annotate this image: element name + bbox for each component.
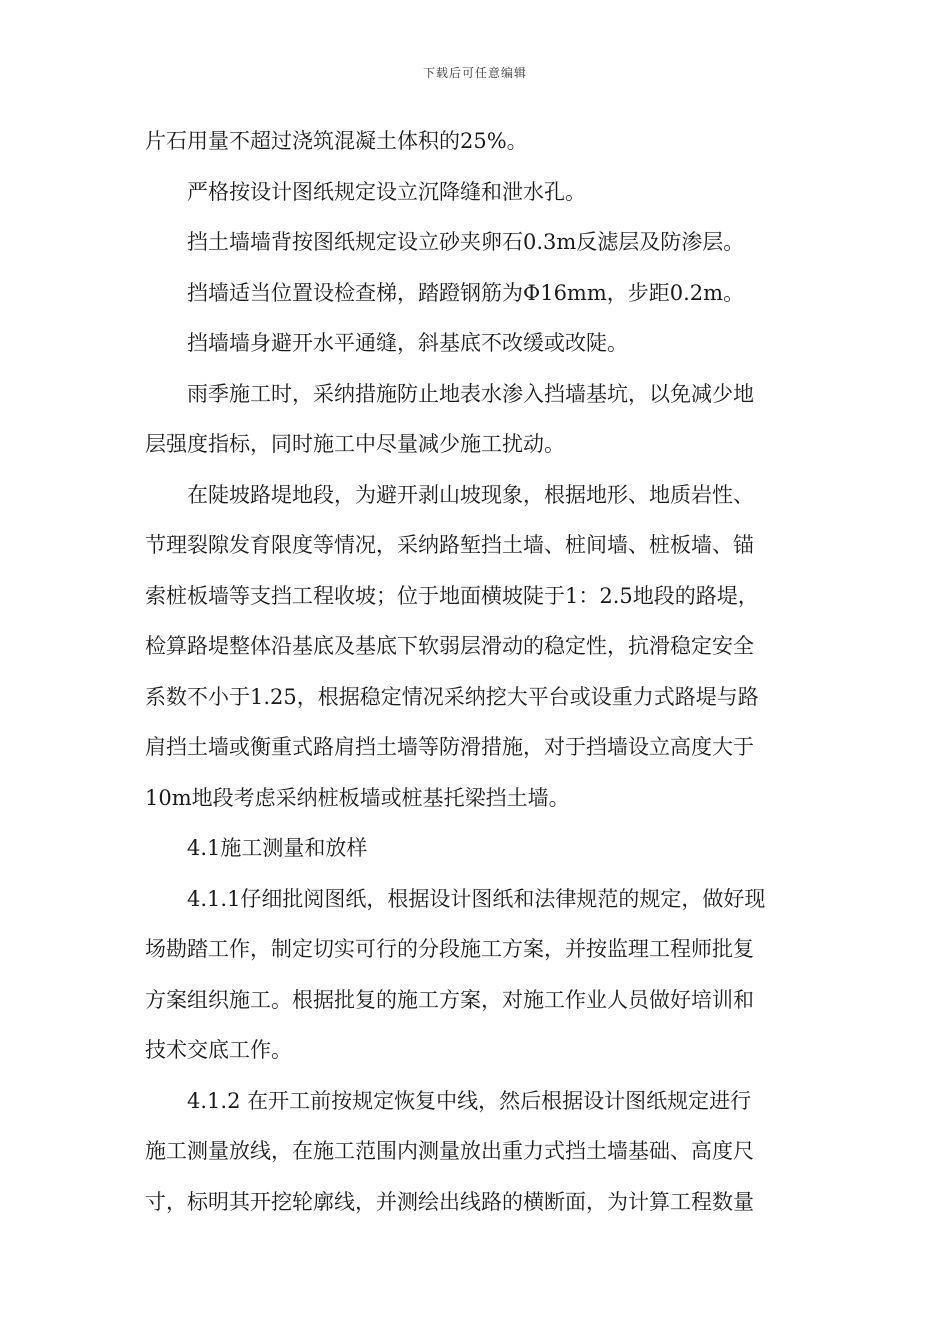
text-line: 技术交底工作。 [145,1038,292,1062]
text-line: 层强度指标，同时施工中尽量减少施工扰动。 [145,432,565,456]
text-line: 施工测量放线，在施工范围内测量放出重力式挡土墙基础、高度尺 [145,1139,754,1163]
text-line: 肩挡土墙或衡重式路肩挡土墙等防滑措施，对于挡墙设立高度大于 [145,735,754,759]
text-line: 4.1.2 在开工前按规定恢复中线，然后根据设计图纸规定进行 [187,1088,752,1113]
text-line: 4.1.1仔细批阅图纸，根据设计图纸和法律规范的规定，做好现 [187,886,766,911]
text-line: 在陡坡路堤地段，为避开剥山坡现象，根据地形、地质岩性、 [187,482,754,507]
text-line: 雨季施工时，采纳措施防止地表水渗入挡墙基坑，以免减少地 [187,381,754,406]
text-line: 节理裂隙发育限度等情况，采纳路堑挡土墙、桩间墙、桩板墙、锚 [145,533,754,557]
text-line: 寸，标明其开挖轮廓线，并测绘出线路的横断面，为计算工程数量 [145,1189,754,1214]
text-line: 片石用量不超过浇筑混凝土体积的25%。 [145,129,528,153]
text-line: 10m地段考虑采纳桩板墙或桩基托梁挡土墙。 [145,785,570,810]
text-line: 检算路堤整体沿基底及基底下软弱层滑动的稳定性，抗滑稳定安全 [145,634,754,658]
text-line: 严格按设计图纸规定设立沉降缝和泄水孔。 [187,179,586,204]
text-line: 方案组织施工。根据批复的施工方案，对施工作业人员做好培训和 [145,987,754,1012]
document-body [145,116,805,1227]
section-heading: 4.1施工测量和放样 [187,836,368,860]
text-line: 场勘踏工作，制定切实可行的分段施工方案，并按监理工程师批复 [145,937,754,961]
text-line: 挡墙适当位置设检查梯，踏蹬钢筋为Φ16mm，步距0.2m。 [187,280,745,305]
page-header-note: 下载后可任意编辑 [422,66,527,80]
text-line: 挡土墙墙背按图纸规定设立砂夹卵石0.3m反滤层及防渗层。 [187,230,745,254]
text-line: 系数不小于1.25，根据稳定情况采纳挖大平台或设重力式路堤与路 [145,684,759,709]
text-line: 挡墙墙身避开水平通缝，斜基底不改缓或改陡。 [187,331,628,355]
text-line: 索桩板墙等支挡工程收坡；位于地面横坡陡于1：2.5地段的路堤， [145,583,759,608]
